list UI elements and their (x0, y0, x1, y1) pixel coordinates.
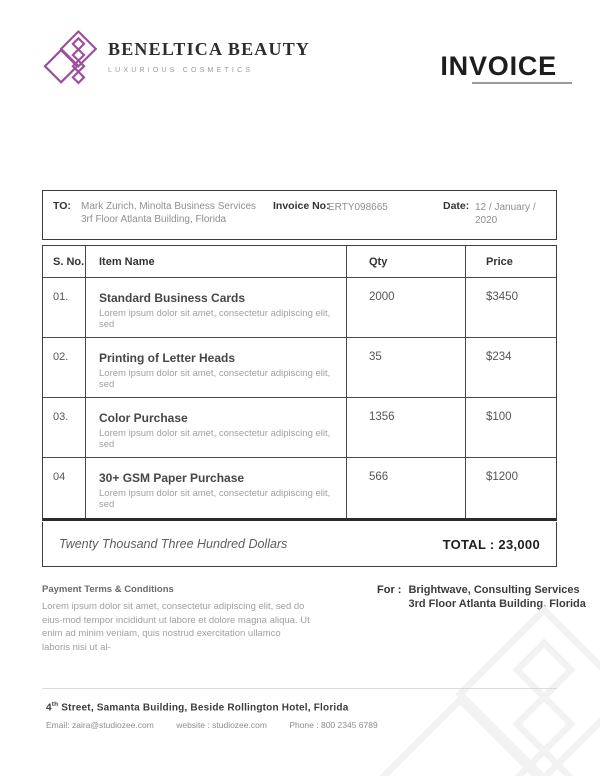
row-item (86, 398, 347, 457)
table-row (43, 458, 556, 518)
items-table-header (43, 246, 556, 278)
row-qty: 35 (347, 338, 466, 397)
footer-address-ordinal: th (51, 701, 59, 708)
issuer-line2: 3rd Floor Atlanta Building, Florida (408, 597, 586, 610)
invoice-meta-box (42, 190, 557, 240)
row-sno: 04 (43, 458, 86, 518)
payment-terms-block (42, 584, 310, 654)
for-label: For : (377, 584, 402, 596)
row-sno: 03. (43, 398, 86, 457)
footer-phone: Phone : 800 2345 6789 (289, 720, 378, 730)
row-sno: 01. (43, 278, 86, 337)
footer-divider (42, 688, 557, 689)
items-table (42, 245, 557, 521)
brand-logo-icon (40, 29, 102, 91)
footer-contacts (46, 720, 398, 730)
header-sno: S. No. (43, 246, 86, 277)
table-row (43, 338, 556, 398)
footer-address (46, 701, 348, 713)
row-qty: 2000 (347, 278, 466, 337)
invoice-title-underline (472, 82, 572, 84)
bill-to-line2: 3rf Floor Atlanta Building, Florida (81, 214, 227, 225)
brand-name: BENELTICA BEAUTY (108, 39, 311, 59)
item-name: Standard Business Cards (99, 291, 246, 305)
table-row (43, 278, 556, 338)
row-price: $1200 (486, 471, 518, 483)
bill-to-address (81, 200, 256, 226)
header-qty: Qty (347, 246, 466, 277)
footer-address-rest: Street, Samanta Building, Beside Rollington Hotel, Florida (58, 702, 349, 714)
item-name: Printing of Letter Heads (99, 351, 236, 365)
row-qty: 1356 (347, 398, 466, 457)
table-row (43, 398, 556, 458)
row-qty: 566 (347, 458, 466, 518)
row-sno: 02. (43, 338, 86, 397)
item-name: Color Purchase (99, 411, 188, 425)
footer-address-num: 4 (46, 702, 52, 714)
footer-email: Email: zaira@studiozee.com (46, 720, 154, 730)
date-label: Date: (443, 200, 470, 212)
total-amount: TOTAL : 23,000 (442, 536, 540, 552)
total-in-words: Twenty Thousand Three Hundred Dollars (59, 537, 288, 551)
item-description: Lorem ipsum dolor sit amet, consectetur adipiscing elit, sed (99, 428, 331, 450)
header-price: Price (486, 256, 513, 268)
to-label: TO: (53, 200, 71, 212)
total-box (42, 522, 557, 567)
row-price: $3450 (486, 291, 518, 303)
bill-to-line1: Mark Zurich, Minolta Business Services (81, 201, 257, 212)
row-item (86, 278, 347, 337)
payment-terms-title: Payment Terms & Conditions (42, 584, 174, 595)
payment-terms-text: Lorem ipsum dolor sit amet, consectetur adipiscing elit, sed do eius-mod tempor incididunt ut labore et dolore magna aliqua. Ut enim ad minim veniam, quis nostrud exercitation ullamco laboris nisi ut al- (42, 601, 310, 653)
invoice-no-value: ERTY098665 (328, 202, 388, 213)
invoice-no-label: Invoice No: (273, 200, 330, 212)
item-description: Lorem ipsum dolor sit amet, consectetur adipiscing elit, sed (99, 368, 331, 390)
item-description: Lorem ipsum dolor sit amet, consectetur adipiscing elit, sed (99, 488, 331, 510)
brand-tagline: LUXURIOUS COSMETICS (108, 67, 254, 74)
row-price: $234 (486, 351, 512, 363)
row-item (86, 338, 347, 397)
page-title: INVOICE (440, 51, 557, 81)
item-description: Lorem ipsum dolor sit amet, consectetur adipiscing elit, sed (99, 308, 331, 330)
item-name: 30+ GSM Paper Purchase (99, 471, 245, 485)
row-price: $100 (486, 411, 512, 423)
row-item (86, 458, 347, 518)
issuer-line1: Brightwave, Consulting Services (408, 584, 580, 596)
header-item: Item Name (86, 246, 347, 277)
date-value: 12 / January / 2020 (475, 202, 536, 226)
footer-website: website : studiozee.com (176, 720, 267, 730)
brand-block (108, 39, 310, 74)
watermark-logo-pattern (358, 598, 600, 776)
